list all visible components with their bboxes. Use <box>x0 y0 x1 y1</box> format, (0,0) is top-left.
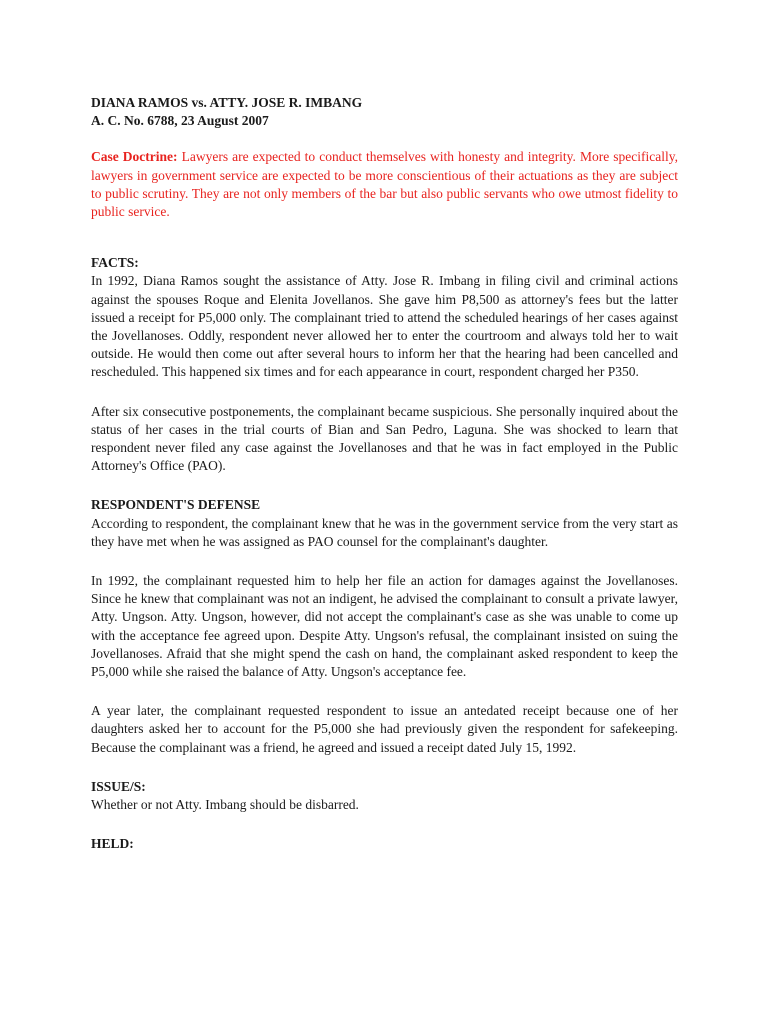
case-title: DIANA RAMOS vs. ATTY. JOSE R. IMBANG <box>91 95 363 110</box>
facts-heading: FACTS: <box>91 255 139 271</box>
defense-paragraph-2: In 1992, the complainant requested him to help her file an action for damages against the Jovellanoses. Since he knew that complainant was not an indigent, he advised the complainant to consult a private lawyer, Atty. Ungson. Atty. Ungson, however, did not accept the complainant's case as she was unable to come up with the acceptance fee agreed upon. Despite Atty. Ungson's refusal, the complainant insisted on suing the Jovellanoses. Afraid that she might spend the cash on hand, the complainant asked respondent to keep the P5,000 while she raised the balance of Atty. Ungson's acceptance fee. <box>91 573 678 680</box>
facts-paragraph-2: After six consecutive postponements, the complainant became suspicious. She personally inquired about the status of her cases in the trial courts of Bian and San Pedro, Laguna. She was shocked to learn that respondent never filed any case against the Jovellanoses and that he was in fact employed in the Public Attorney's Office (PAO). <box>91 403 678 474</box>
issue-text: Whether or not Atty. Imbang should be disbarred. <box>91 797 359 813</box>
defense-heading: RESPONDENT'S DEFENSE <box>91 497 261 513</box>
facts-paragraph-1: In 1992, Diana Ramos sought the assistance of Atty. Jose R. Imbang in filing civil and criminal actions against the spouses Roque and Elenita Jovellanos. She gave him P8,500 as attorney's fees but the latter issued a receipt for P5,000 only. The complainant tried to attend the scheduled hearings of her cases against the Jovellanoses. Oddly, respondent never allowed her to enter the courtroom and always told her to wait outside. He would then come out after several hours to inform her that the hearing had been cancelled and rescheduled. This happened six times and for each appearance in court, respondent charged her P350. <box>91 273 678 380</box>
doctrine-label: Case Doctrine: <box>91 149 178 165</box>
doctrine-text: Lawyers are expected to conduct themselves with honesty and integrity. More specifically, lawyers in government service are expected to be more conscientious of their actuations as they are subject to public scrutiny. They are not only members of the bar but also public servants who owe utmost fidelity to public service. <box>91 149 678 220</box>
held-heading: HELD: <box>91 836 134 852</box>
issue-heading: ISSUE/S: <box>91 778 146 794</box>
defense-paragraph-3: A year later, the complainant requested respondent to issue an antedated receipt because one of her daughters asked her to account for the P5,000 she had previously given the respondent for safekeeping. Because the complainant was a friend, he agreed and issued a receipt dated July 15, 1992. <box>91 703 678 755</box>
defense-paragraph-1: According to respondent, the complainant knew that he was in the government service from the very start as they have met when he was assigned as PAO counsel for the complainant's daughter. <box>91 515 678 549</box>
case-doctrine <box>91 148 678 221</box>
case-heading <box>91 94 678 130</box>
document-page <box>91 94 678 854</box>
case-citation: A. C. No. 6788, 23 August 2007 <box>91 113 269 129</box>
